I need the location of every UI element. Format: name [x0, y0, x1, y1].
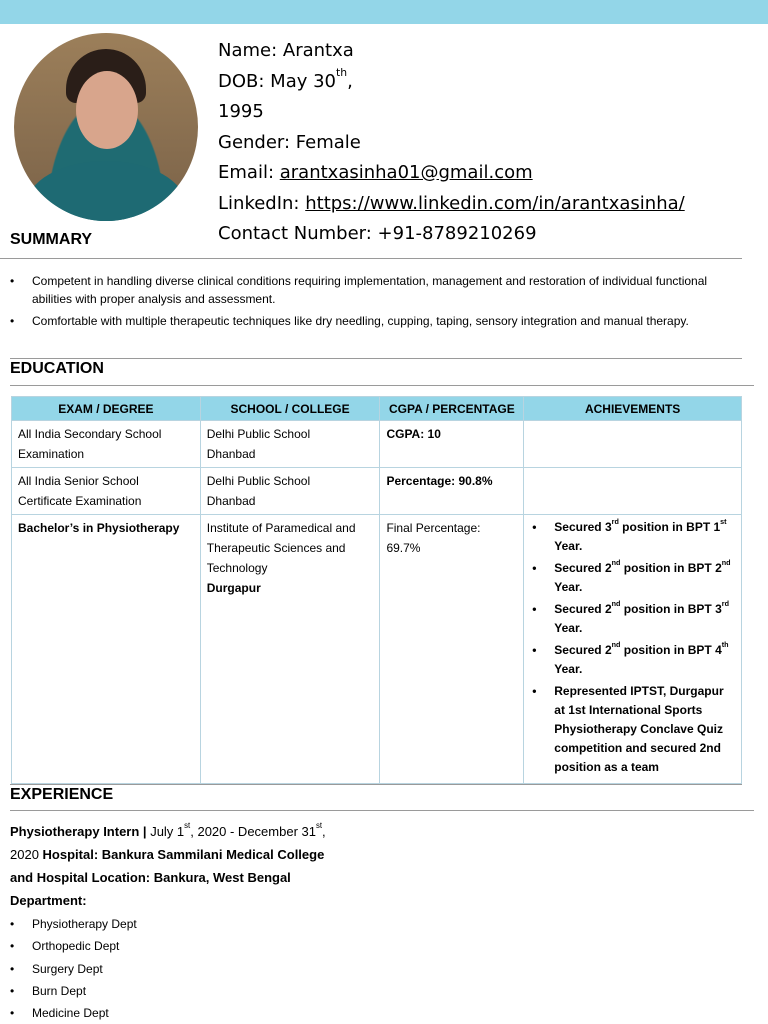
hospital-name: Bankura Sammilani Medical College and Hospital	[10, 847, 325, 885]
summary-section	[10, 272, 750, 334]
email-link[interactable]: arantxasinha01@gmail.com	[279, 162, 533, 183]
achievement-item: • Secured 2nd position in BPT 2nd Year.	[532, 559, 735, 597]
summary-item: • Competent in handling diverse clinical conditions requiring implementation, management and restoration of individual functional abilities with proper analysis and assessment.	[10, 272, 750, 308]
list-item: • Surgery Dept	[10, 958, 137, 980]
achievement-item: • Represented IPTST, Durgapur at 1st International Sports Physiotherapy Conclave Quiz competition and secured 2nd position as a team	[532, 682, 735, 777]
hospital-label: Hospital:	[42, 847, 99, 862]
linkedin-field: LinkedIn: https://www.linkedin.com/in/arantxasinha/	[218, 192, 685, 214]
experience-entry: Physiotherapy Intern | July 1st, 2020 - December 31st, 2020 Hospital: Bankura Sammilani Medical College and Hospital Location: Bankura, West Bengal Department:	[10, 821, 326, 908]
experience-heading: EXPERIENCE	[10, 786, 114, 803]
education-divider	[10, 385, 754, 386]
school-cell: Delhi Public School Dhanbad	[200, 421, 380, 468]
column-header: EXAM / DEGREE	[12, 397, 201, 421]
profile-photo	[14, 33, 198, 221]
achievement-item: • Secured 3rd position in BPT 1st Year.	[532, 518, 735, 556]
location-value: Bankura, West Bengal	[153, 870, 291, 885]
gender-field: Gender: Female	[218, 131, 361, 153]
achievements-cell	[524, 515, 742, 784]
score-cell: CGPA: 10	[380, 421, 524, 468]
experience-divider	[10, 810, 754, 811]
name-field: Name: Arantxa	[218, 40, 354, 61]
table-row	[12, 468, 742, 515]
department-label: Department:	[10, 893, 87, 908]
dob-field: DOB: May 30th,	[218, 66, 353, 92]
column-header: CGPA / PERCENTAGE	[380, 397, 524, 421]
list-item: • Medicine Dept	[10, 1002, 137, 1024]
email-field: Email: arantxasinha01@gmail.com	[218, 162, 533, 183]
education-top-divider	[10, 358, 742, 359]
table-row	[12, 515, 742, 784]
department-list	[10, 913, 137, 1024]
date-range: July 1st, 2020 - December 31st, 2020	[10, 821, 326, 862]
score-cell: Final Percentage: 69.7%	[380, 515, 524, 784]
achievement-item: • Secured 2nd position in BPT 3rd Year.	[532, 600, 735, 638]
school-cell: Institute of Paramedical and Therapeutic Sciences and Technology Durgapur	[200, 515, 380, 784]
degree-cell: Bachelor’s in Physiotherapy	[12, 515, 201, 784]
experience-top-divider	[10, 784, 742, 785]
table-row	[12, 421, 742, 468]
list-item: • Orthopedic Dept	[10, 935, 137, 957]
dob-year: 1995	[218, 101, 264, 122]
summary-divider	[0, 258, 742, 259]
column-header: ACHIEVEMENTS	[524, 397, 742, 421]
summary-item: • Comfortable with multiple therapeutic techniques like dry needling, cupping, taping, sensory integration and manual therapy.	[10, 312, 750, 330]
school-cell: Delhi Public School Dhanbad	[200, 468, 380, 515]
role-title: Physiotherapy Intern	[10, 824, 140, 839]
profile-info	[218, 36, 685, 250]
achievements-cell	[524, 421, 742, 468]
education-heading: EDUCATION	[10, 360, 104, 377]
degree-cell: All India Secondary School Examination	[12, 421, 201, 468]
summary-heading: SUMMARY	[10, 231, 93, 248]
location-label: Location:	[91, 870, 151, 885]
achievement-item: • Secured 2nd position in BPT 4th Year.	[532, 641, 735, 679]
header-bar	[0, 0, 768, 24]
education-table	[11, 396, 742, 784]
table-header-row	[12, 397, 742, 421]
score-cell: Percentage: 90.8%	[380, 468, 524, 515]
contact-field: Contact Number: +91-8789210269	[218, 223, 537, 244]
column-header: SCHOOL / COLLEGE	[200, 397, 380, 421]
degree-cell: All India Senior School Certificate Examination	[12, 468, 201, 515]
linkedin-link[interactable]: https://www.linkedin.com/in/arantxasinha/	[305, 192, 685, 214]
achievements-cell	[524, 468, 742, 515]
list-item: • Physiotherapy Dept	[10, 913, 137, 935]
list-item: • Burn Dept	[10, 980, 137, 1002]
